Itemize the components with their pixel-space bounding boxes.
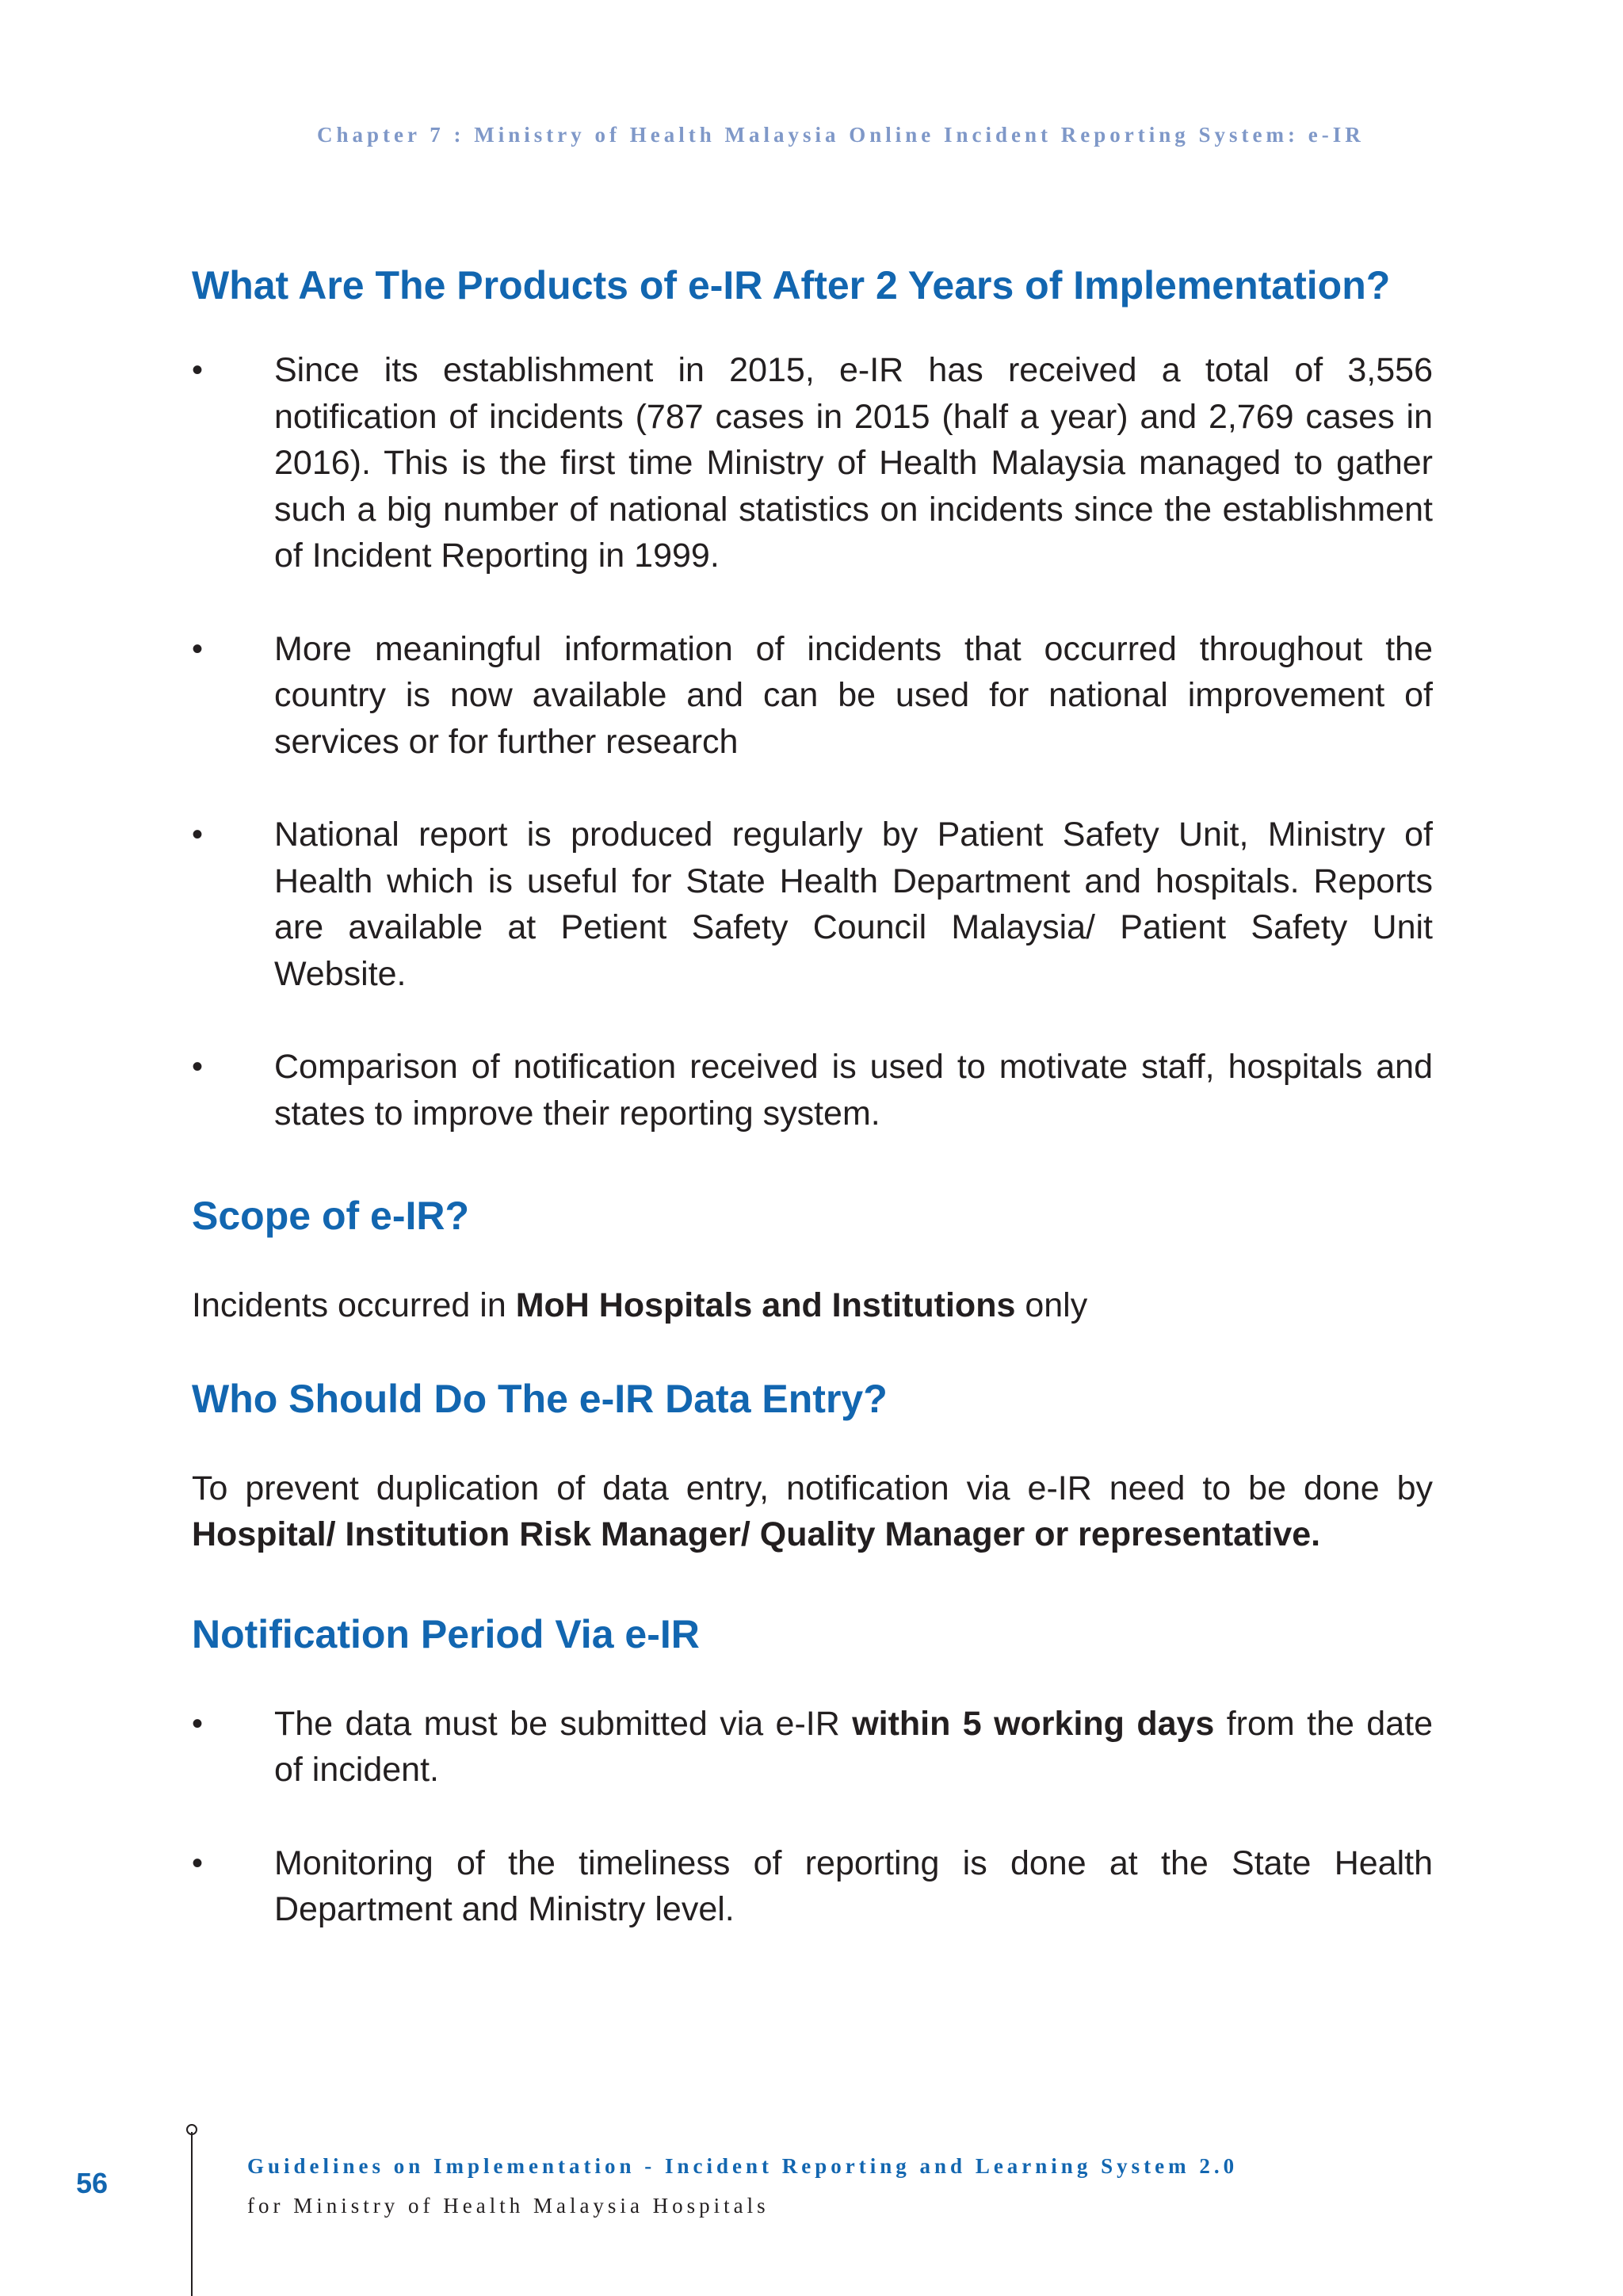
list-item [192,812,1433,997]
footer-subtitle: for Ministry of Health Malaysia Hospitals [247,2194,769,2218]
data-entry-text: To prevent duplication of data entry, notification via e-IR need to be done by [192,1469,1433,1507]
bullet-text-bold: within 5 working days [852,1704,1215,1743]
list-item-text: National report is produced regularly by Patient Safety Unit, Ministry of Health which is useful for State Health Department and hospitals. Reports are available at Petient Safety Council Malaysia/ Patient Safety Unit Website. [274,816,1433,993]
list-item [192,347,1433,579]
bullet-text-end: from the date of incident. [274,1704,1433,1789]
footer-title: Guidelines on Implementation - Incident Reporting and Learning System 2.0 [247,2154,1239,2178]
list-item-text: Monitoring of the timeliness of reporting is done at the State Health Department and Ministry level. [274,1843,1433,1928]
products-bullet-list [192,347,1433,1137]
bullet-icon: • [192,1706,204,1741]
bullet-icon: • [192,817,204,852]
bullet-icon: • [192,631,204,667]
notification-bullet-list [192,1701,1433,1933]
bullet-icon: • [192,353,204,388]
scope-text-end: only [1015,1286,1088,1324]
bullet-icon: • [192,1049,204,1084]
footer-vertical-rule [191,2132,193,2296]
list-item [192,626,1433,766]
scope-text-bold: MoH Hospitals and Institutions [515,1286,1016,1324]
list-item [192,1044,1433,1137]
section-title-scope: Scope of e-IR? [192,1194,470,1238]
section-title-notification-period: Notification Period Via e-IR [192,1611,700,1656]
scope-text: Incidents occurred in [192,1286,516,1324]
bullet-icon: • [192,1845,204,1881]
page-content [192,262,1433,1980]
list-item-text: Since its establishment in 2015, e-IR has received a total of 3,556 notification of incidents (787 cases in 2015 (half a year) and 2,769 cases in 2016). This is the first time Ministry of Health Malaysia managed to gather such a big number of national statistics on incidents since the establishment of Incident Reporting in 1999. [274,351,1433,575]
list-item [192,1840,1433,1933]
list-item [192,1701,1433,1794]
scope-paragraph [192,1282,1433,1329]
section-title-data-entry: Who Should Do The e-IR Data Entry? [192,1376,888,1421]
bullet-text: The data must be submitted via e-IR [274,1704,853,1743]
data-entry-text-bold: Hospital/ Institution Risk Manager/ Quality Manager or representative. [192,1515,1321,1553]
list-item-text [274,1701,1433,1794]
running-header: Chapter 7 : Ministry of Health Malaysia Online Incident Reporting System: e-IR [317,123,1365,147]
section-title-products: What Are The Products of e-IR After 2 Years of Implementation? [192,263,1391,308]
data-entry-paragraph [192,1465,1433,1558]
page-number: 56 [76,2167,109,2199]
list-item-text: More meaningful information of incidents that occurred throughout the country is now available and can be used for national improvement of services or for further research [274,629,1433,761]
list-item-text: Comparison of notification received is used to motivate staff, hospitals and states to improve their reporting system. [274,1048,1433,1133]
